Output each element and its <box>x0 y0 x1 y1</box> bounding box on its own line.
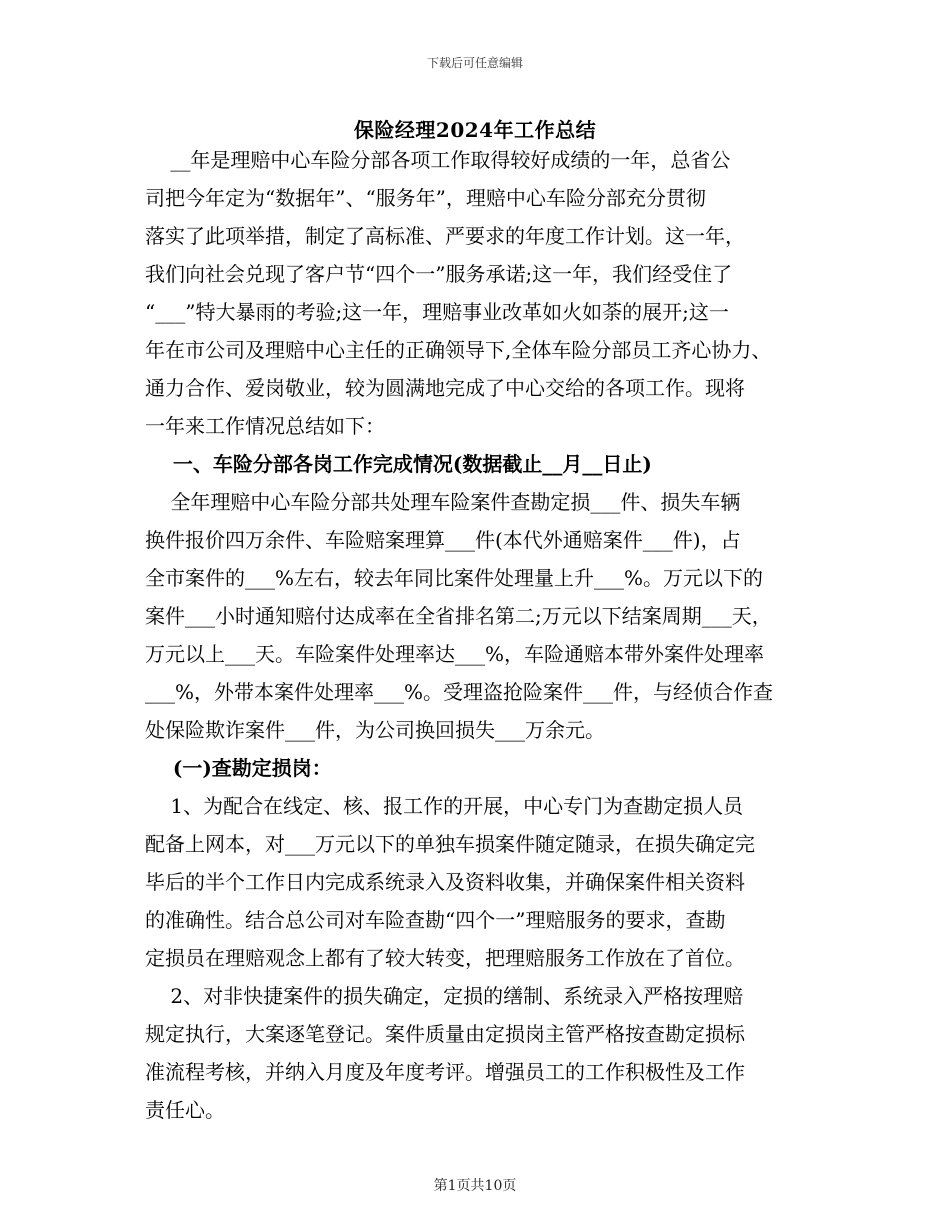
body-line: 案件___小时通知赔付达成率在全省排名第二;万元以下结案周期___天， <box>145 604 772 628</box>
body-line: 1、为配合在线定、核、报工作的开展，中心专门为查勘定损人员 <box>145 794 744 818</box>
body-line: 的准确性。结合总公司对车险查勘“四个一”理赔服务的要求，查勘 <box>145 908 726 932</box>
body-line: 责任心。 <box>145 1098 225 1122</box>
header-note: 下载后可任意编辑 <box>426 56 523 70</box>
body-line: 我们向社会兑现了客户节“四个一”服务承诺;这一年，我们经受住了 <box>145 262 733 286</box>
body-line: 万元以上___天。车险案件处理率达___%，车险通赔本带外案件处理率 <box>145 642 765 666</box>
subsection-heading: (一)查勘定损岗： <box>145 756 332 780</box>
body-line: 准流程考核，并纳入月度及年度考评。增强员工的工作积极性及工作 <box>145 1060 745 1084</box>
body-line: 换件报价四万余件、车险赔案理算___件(本代外通赔案件___件)，占 <box>145 528 741 552</box>
body-line: 2、对非快捷案件的损失确定，定损的缮制、系统录入严格按理赔 <box>145 984 744 1008</box>
body-line: 年在市公司及理赔中心主任的正确领导下,全体车险分部员工齐心协力、 <box>145 338 772 362</box>
page-footer: 第1页共10页 <box>433 1178 517 1194</box>
body-line: 通力合作、爱岗敬业，较为圆满地完成了中心交给的各项工作。现将 <box>145 376 745 400</box>
body-line: 全年理赔中心车险分部共处理车险案件查勘定损___件、损失车辆 <box>145 490 741 514</box>
section-heading: 一、车险分部各岗工作完成情况(数据截止__月__日止) <box>145 452 652 476</box>
body-line: 规定执行，大案逐笔登记。案件质量由定损岗主管严格按查勘定损标 <box>145 1022 745 1046</box>
body-line: “___”特大暴雨的考验;这一年，理赔事业改革如火如荼的展开;这一 <box>145 300 729 324</box>
body-line: 一年来工作情况总结如下： <box>145 414 385 438</box>
body-line: 定损员在理赔观念上都有了较大转变，把理赔服务工作放在了首位。 <box>145 946 745 970</box>
document-title: 保险经理2024年工作总结 <box>353 118 597 142</box>
body-line: 处保险欺诈案件___件，为公司换回损失___万余元。 <box>145 718 605 742</box>
body-line: ___%，外带本案件处理率___%。受理盗抢险案件___件，与经侦合作查 <box>145 680 774 704</box>
body-line: 配备上网本，对___万元以下的单独车损案件随定随录，在损失确定完 <box>145 832 755 856</box>
body-line: 毕后的半个工作日内完成系统录入及资料收集，并确保案件相关资料 <box>145 870 745 894</box>
body-line: __年是理赔中心车险分部各项工作取得较好成绩的一年，总省公 <box>145 148 731 172</box>
body-line: 司把今年定为“数据年”、“服务年”，理赔中心车险分部充分贯彻 <box>145 186 706 210</box>
body-line: 落实了此项举措，制定了高标准、严要求的年度工作计划。这一年， <box>145 224 745 248</box>
body-line: 全市案件的___%左右，较去年同比案件处理量上升___%。万元以下的 <box>145 566 764 590</box>
